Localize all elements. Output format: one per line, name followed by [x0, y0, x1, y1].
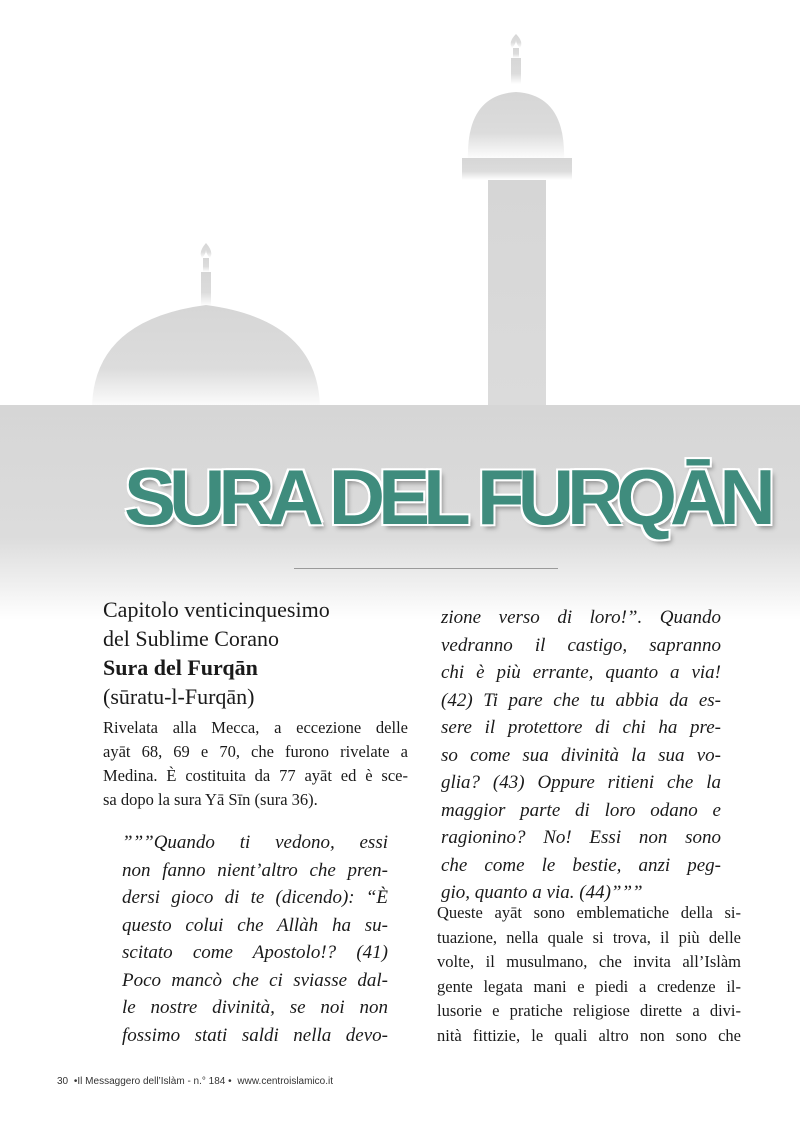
- quote-line: che come le bestie, anzi peg-: [441, 854, 721, 876]
- quote-line: dersi gioco di te (dicendo): “È: [122, 887, 388, 908]
- quote-line: scitato come Apostolo!? (41): [122, 942, 388, 963]
- quote-line: non fanno nient’altro che pren-: [122, 859, 388, 881]
- quote-line: glia? (43) Oppure ritieni che la: [441, 772, 721, 793]
- quote-line: sere il protettore di chi ha pre-: [441, 717, 721, 738]
- quote-line: gio, quanto a via. (44)”””: [441, 882, 643, 903]
- text-line: lusorie e pratiche religiose dirette a divi-: [437, 1001, 741, 1020]
- quote-line: chi è più errante, quanto a via!: [441, 662, 721, 683]
- text-line: gente legata mani e piedi a credenze il-: [437, 976, 741, 996]
- heading-sura-name: Sura del Furqān: [103, 655, 258, 680]
- quran-quote-part-2: [441, 604, 721, 907]
- website-link[interactable]: www.centroislamico.it: [237, 1076, 334, 1087]
- text-line: Medina. È costituita da 77 ayāt ed è sce-: [103, 766, 408, 785]
- heading-chapter-number: Capitolo venticinquesimo: [103, 597, 330, 622]
- quote-line: vedranno il castigo, sapranno: [441, 634, 721, 656]
- chapter-heading: [103, 595, 403, 711]
- page-footer: [57, 1076, 336, 1087]
- text-line: tuazione, nella quale si trova, il più delle: [437, 927, 741, 947]
- publication-name: •Il Messaggero dell’Islàm - n.° 184 •: [73, 1076, 232, 1087]
- quote-line: maggior parte di loro odano e: [441, 799, 721, 821]
- quote-line: ragionino? No! Essi non sono: [441, 827, 721, 848]
- quote-line: (42) Ti pare che tu abbia da es-: [441, 689, 721, 711]
- text-line: ayāt 68, 69 e 70, che furono rivelate a: [103, 742, 408, 761]
- heading-chapter-source: del Sublime Corano: [103, 626, 279, 651]
- quote-line: fossimo stati saldi nella devo-: [122, 1024, 388, 1046]
- quote-line: zione verso di loro!”. Quando: [441, 607, 721, 628]
- page-title: SURA DEL FURQĀN: [124, 453, 769, 541]
- text-line: Queste ayāt sono emblematiche della si-: [437, 903, 741, 922]
- quote-line: questo colui che Allàh ha su-: [122, 914, 388, 936]
- quran-quote-part-1: [122, 829, 388, 1049]
- heading-sura-transliteration: (sūratu-l-Furqān): [103, 684, 255, 709]
- text-line: Rivelata alla Mecca, a eccezione delle: [103, 718, 408, 737]
- quote-line: Poco mancò che ci sviasse dal-: [122, 969, 388, 991]
- quote-line: so come sua divinità la sua vo-: [441, 744, 721, 766]
- quote-line: ”””Quando ti vedono, essi: [122, 832, 388, 853]
- title-divider: [294, 568, 558, 569]
- quote-line: le nostre divinità, se noi non: [122, 997, 388, 1018]
- commentary-paragraph: [437, 901, 741, 1048]
- page-number: 30: [57, 1076, 69, 1087]
- text-line: sa dopo la sura Yā Sīn (sura 36).: [103, 790, 318, 809]
- text-line: volte, il musulmano, che invita all’Islàm: [437, 952, 741, 971]
- intro-paragraph: [103, 716, 408, 812]
- text-line: nità fittizie, le quali altro non sono che: [437, 1025, 741, 1045]
